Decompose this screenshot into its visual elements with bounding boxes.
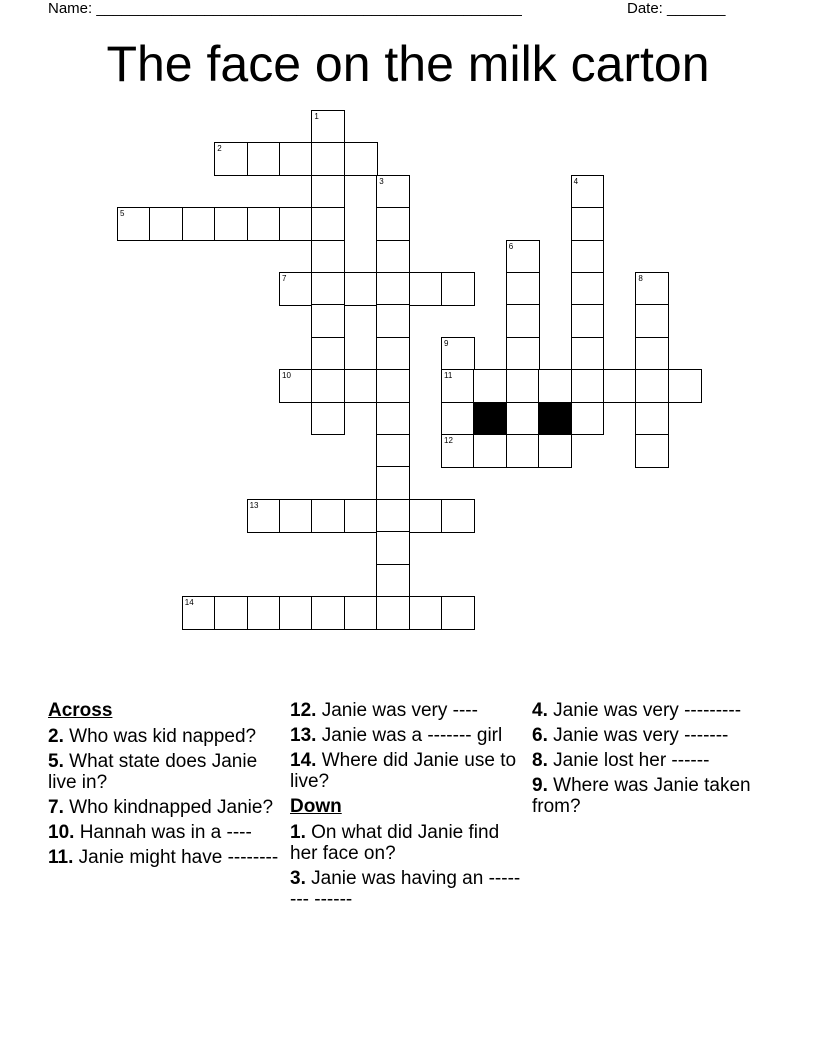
grid-cell[interactable] [635, 402, 669, 436]
clue-text: Janie was very --------- [553, 700, 742, 721]
clue-number-label: 10 [282, 371, 291, 381]
grid-cell[interactable] [635, 304, 669, 338]
clue-number-label: 5 [120, 209, 125, 219]
clue-down-1 [290, 822, 526, 864]
grid-cell[interactable] [376, 499, 410, 533]
clue-down-6 [532, 725, 768, 746]
clue-number: 6. [532, 725, 548, 746]
clue-number-label: 12 [444, 436, 453, 445]
grid-cell[interactable] [668, 369, 702, 403]
grid-cell[interactable] [571, 304, 605, 338]
grid-cell[interactable] [279, 142, 313, 176]
grid-cell[interactable] [279, 369, 313, 403]
grid-cell[interactable] [149, 207, 183, 241]
clue-number-label: 6 [508, 241, 514, 251]
grid-cell[interactable] [571, 207, 605, 241]
clue-text: Janie was having an -------- ------ [290, 868, 521, 910]
grid-cell[interactable] [635, 272, 669, 306]
grid-cell[interactable] [441, 434, 475, 468]
clue-number-label: 4 [573, 176, 579, 186]
grid-cell[interactable] [538, 434, 572, 468]
clue-text: Janie might have -------- [78, 847, 279, 868]
clue-text: Where was Janie taken from? [532, 775, 751, 817]
clue-number: 12. [290, 700, 317, 721]
grid-cell[interactable] [311, 499, 345, 533]
clue-number-label: 11 [444, 371, 453, 381]
grid-cell[interactable] [311, 337, 345, 371]
grid-cell[interactable] [311, 272, 345, 306]
grid-cell[interactable] [506, 402, 540, 436]
grid-cell[interactable] [571, 337, 605, 371]
grid-cell[interactable] [311, 304, 345, 338]
grid-cell[interactable] [279, 499, 313, 533]
grid-cell[interactable] [311, 207, 345, 241]
clue-across-10 [48, 822, 284, 843]
grid-cell[interactable] [376, 466, 410, 500]
clue-down-9 [532, 775, 768, 817]
grid-cell[interactable] [311, 175, 345, 209]
grid-cell[interactable] [506, 240, 540, 274]
grid-cell[interactable] [311, 402, 345, 436]
grid-cell[interactable] [279, 207, 313, 241]
clue-number-label: 7 [282, 274, 287, 283]
clue-across-5 [48, 751, 284, 793]
grid-cell[interactable] [344, 369, 378, 403]
across-heading: Across [48, 700, 113, 721]
grid-cell[interactable] [506, 272, 540, 306]
grid-cell[interactable] [214, 596, 248, 630]
grid-cell[interactable] [344, 499, 378, 533]
grid-cell[interactable] [279, 272, 313, 306]
clue-number-label: 1 [314, 112, 319, 121]
clue-text: What state does Janie live in? [48, 751, 258, 793]
clue-across-11 [48, 847, 284, 868]
clue-text: Hannah was in a ---- [79, 822, 252, 843]
clue-down-8 [532, 750, 768, 771]
clue-across-14 [290, 750, 526, 792]
grid-cell[interactable] [247, 207, 281, 241]
grid-cell[interactable] [344, 272, 378, 306]
clue-number-label: 2 [217, 144, 222, 154]
clue-down-4 [532, 700, 768, 721]
grid-cell[interactable] [311, 369, 345, 403]
grid-cell[interactable] [344, 596, 378, 630]
grid-cell[interactable] [571, 369, 605, 403]
grid-cell[interactable] [376, 337, 410, 371]
clue-number: 14. [290, 750, 317, 771]
grid-cell[interactable] [214, 142, 248, 176]
grid-cell[interactable] [506, 337, 540, 371]
grid-cell[interactable] [506, 304, 540, 338]
clue-text: Janie was a ------- girl [321, 725, 503, 746]
clue-number: 2. [48, 726, 64, 747]
grid-cell[interactable] [571, 272, 605, 306]
grid-cell[interactable] [506, 369, 540, 403]
clue-text: Janie lost her ------ [553, 750, 710, 771]
grid-cell[interactable] [409, 499, 443, 533]
clue-text: On what did Janie find her face on? [290, 822, 500, 864]
clue-number-label: 3 [379, 176, 384, 186]
grid-cell[interactable] [182, 207, 216, 241]
grid-cell[interactable] [635, 369, 669, 403]
clue-text: Who was kid napped? [69, 726, 257, 747]
clue-number: 10. [48, 822, 75, 843]
grid-block [538, 402, 572, 436]
grid-cell[interactable] [635, 337, 669, 371]
grid-cell[interactable] [376, 531, 410, 565]
grid-cell[interactable] [473, 369, 507, 403]
grid-cell[interactable] [603, 369, 637, 403]
clue-number-label: 9 [444, 338, 449, 348]
grid-cell[interactable] [441, 596, 475, 630]
grid-cell[interactable] [376, 304, 410, 338]
grid-cell[interactable] [311, 110, 345, 144]
page-title: The face on the milk carton [106, 36, 710, 92]
grid-cell[interactable] [376, 240, 410, 274]
down-heading: Down [290, 796, 342, 817]
grid-cell[interactable] [409, 272, 443, 306]
clue-number: 9. [532, 775, 548, 796]
clue-across-2 [48, 726, 284, 747]
clue-across-13 [290, 725, 526, 746]
clue-text: Janie was very ---- [321, 700, 478, 721]
grid-cell[interactable] [182, 596, 216, 630]
clue-number: 8. [532, 750, 548, 771]
grid-cell[interactable] [311, 596, 345, 630]
grid-cell[interactable] [376, 175, 410, 209]
clue-down-3 [290, 868, 526, 910]
clue-number: 3. [290, 868, 306, 889]
grid-block [473, 402, 507, 436]
grid-cell[interactable] [376, 596, 410, 630]
name-field: Name: ___________________________________________________ [48, 0, 522, 17]
clue-number: 1. [290, 822, 306, 843]
grid-cell[interactable] [571, 240, 605, 274]
clue-number: 4. [532, 700, 548, 721]
grid-cell[interactable] [441, 337, 475, 371]
clue-number: 5. [48, 751, 64, 772]
grid-cell[interactable] [311, 142, 345, 176]
clue-text: Who kindnapped Janie? [69, 797, 274, 818]
grid-cell[interactable] [376, 272, 410, 306]
clue-column-3 [532, 700, 768, 821]
clue-number: 13. [290, 725, 317, 746]
grid-cell[interactable] [247, 499, 281, 533]
date-field: Date: _______ [627, 0, 726, 17]
clue-number-label: 14 [184, 598, 194, 607]
grid-cell[interactable] [117, 207, 151, 241]
clue-across-12 [290, 700, 526, 721]
clue-text: Janie was very ------- [553, 725, 729, 746]
clue-number: 7. [48, 797, 64, 818]
grid-cell[interactable] [441, 272, 475, 306]
grid-cell[interactable] [376, 402, 410, 436]
grid-cell[interactable] [279, 596, 313, 630]
grid-cell[interactable] [376, 564, 410, 598]
grid-cell[interactable] [441, 402, 475, 436]
grid-cell[interactable] [473, 434, 507, 468]
grid-cell[interactable] [344, 142, 378, 176]
clue-text: Where did Janie use to live? [290, 750, 517, 792]
grid-cell[interactable] [247, 142, 281, 176]
grid-cell[interactable] [441, 499, 475, 533]
clue-across-7 [48, 797, 284, 818]
grid-cell[interactable] [247, 596, 281, 630]
grid-cell[interactable] [214, 207, 248, 241]
clue-column-2 [290, 700, 526, 914]
grid-cell[interactable] [376, 369, 410, 403]
grid-cell[interactable] [441, 369, 475, 403]
grid-cell[interactable] [571, 402, 605, 436]
grid-cell[interactable] [506, 434, 540, 468]
clue-number-label: 13 [249, 500, 259, 510]
grid-cell[interactable] [538, 369, 572, 403]
grid-cell[interactable] [409, 596, 443, 630]
clue-number-label: 8 [638, 274, 643, 283]
clue-number: 11. [48, 847, 74, 868]
clue-column-1 [48, 700, 284, 872]
grid-cell[interactable] [311, 240, 345, 274]
grid-cell[interactable] [635, 434, 669, 468]
grid-cell[interactable] [376, 434, 410, 468]
grid-cell[interactable] [376, 207, 410, 241]
grid-cell[interactable] [571, 175, 605, 209]
